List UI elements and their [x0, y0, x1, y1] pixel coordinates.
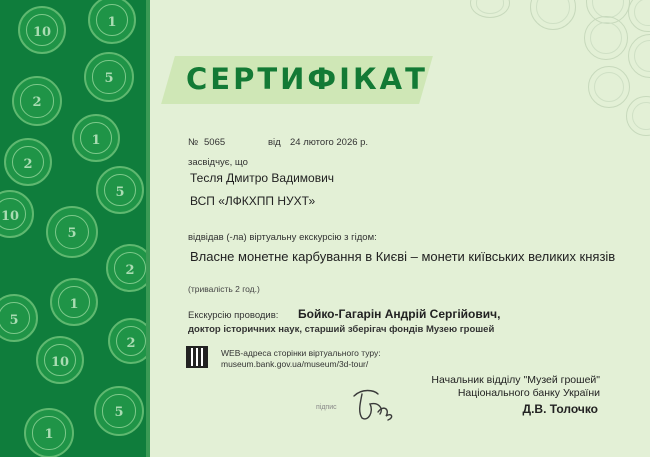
coin-image: 10 [18, 6, 66, 54]
coin-image: 10 [0, 190, 34, 238]
coin-image: 1 [50, 278, 98, 326]
signature-label: підпис [316, 404, 337, 411]
coin-image: 5 [94, 386, 144, 436]
coin-image: 2 [106, 244, 146, 292]
watermark-coin [588, 66, 630, 108]
duration-text: (тривалість 2 год.) [188, 284, 260, 294]
qr-code [186, 346, 208, 368]
head-title-line2: Національного банку України [457, 387, 600, 399]
coin-image: 2 [4, 138, 52, 186]
coin-image: 5 [96, 166, 144, 214]
tour-title: Власне монетне карбування в Києві – монети київських великих князів [190, 249, 616, 264]
coin-image: 1 [88, 0, 136, 44]
watermark-coin [626, 96, 650, 136]
watermark-coin [530, 0, 576, 30]
guide-name: Бойко-Гагарін Андрій Сергійович, [298, 307, 501, 321]
visited-text: відвідав (-ла) віртуальну екскурсію з гідом: [188, 232, 377, 243]
watermark-coin [628, 0, 650, 32]
organization: ВСП «ЛФКХПП НУХТ» [190, 194, 316, 208]
head-title-line1: Начальник відділу "Музей грошей" [431, 374, 600, 386]
coin-image: 2 [12, 76, 62, 126]
watermark-coin [628, 34, 650, 78]
certificate-number: 5065 [204, 137, 226, 148]
coin-image: 2 [108, 318, 146, 364]
certificate-title: СЕРТИФІКАТ [186, 62, 428, 96]
certificate-date: 24 лютого 2026 р. [290, 137, 369, 148]
coin-image: 1 [24, 408, 74, 457]
signature-image [348, 382, 396, 424]
coin-image: 1 [72, 114, 120, 162]
certifies-text: засвідчує, що [188, 157, 248, 168]
person-name: Тесля Дмитро Вадимович [190, 171, 335, 185]
coin-image: 5 [84, 52, 134, 102]
guide-label: Екскурсію проводив: [188, 310, 279, 321]
watermark-coin [584, 16, 628, 60]
head-name: Д.В. Толочко [522, 402, 598, 416]
web-label: WEB-адреса сторінки віртуального туру: [221, 348, 381, 358]
coin-image: 5 [46, 206, 98, 258]
date-label: від [268, 137, 281, 148]
number-label: № [188, 137, 199, 148]
coin-image: 10 [36, 336, 84, 384]
watermark-coin [470, 0, 510, 18]
coin-image: 5 [0, 294, 38, 342]
sidebar-border [146, 0, 150, 457]
web-url[interactable]: museum.bank.gov.ua/museum/3d-tour/ [221, 359, 369, 369]
coin-sidebar [0, 0, 146, 457]
guide-title: доктор історичних наук, старший зберігач фондів Музею грошей [188, 324, 495, 335]
